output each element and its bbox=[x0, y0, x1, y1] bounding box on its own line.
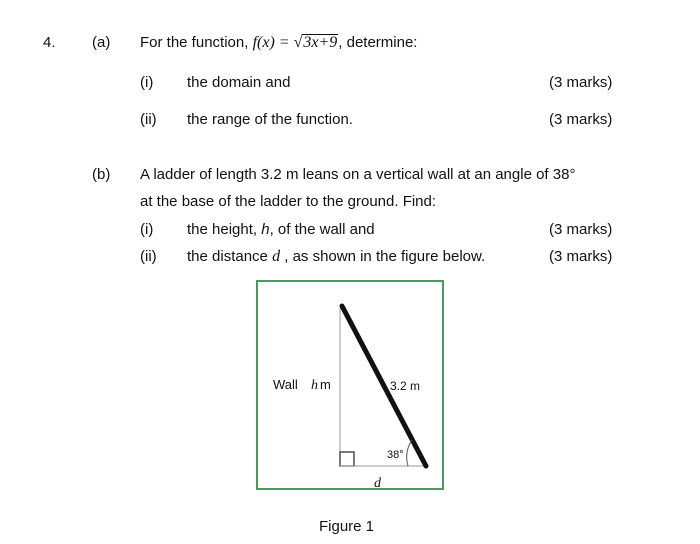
part-b-ii-text bbox=[187, 248, 485, 266]
part-a-i-text: the domain and bbox=[187, 74, 291, 91]
height-variable: h bbox=[261, 221, 270, 238]
wall-height-variable: h bbox=[311, 378, 318, 393]
figure-caption: Figure 1 bbox=[319, 518, 375, 535]
distance-label: d bbox=[374, 476, 381, 490]
part-b-i-label: (i) bbox=[140, 221, 154, 238]
distance-variable: d bbox=[272, 248, 281, 265]
part-b-ii-text-post: , as shown in the figure below. bbox=[280, 248, 486, 265]
part-b-ii-marks: (3 marks) bbox=[549, 248, 613, 265]
radicand: 3x+9 bbox=[303, 34, 338, 51]
part-a-ii-label: (ii) bbox=[140, 111, 157, 128]
part-a-ii-marks: (3 marks) bbox=[549, 111, 613, 128]
part-b-i-text-post: , of the wall and bbox=[269, 221, 375, 238]
ladder-length-label: 3.2 m bbox=[390, 379, 421, 393]
part-b-ii-label: (ii) bbox=[140, 248, 157, 265]
part-a-label: (a) bbox=[92, 34, 111, 51]
part-a-prompt-post: , determine: bbox=[338, 34, 418, 51]
angle-label: 38° bbox=[387, 449, 404, 461]
part-b-ii-text-pre: the distance bbox=[187, 248, 273, 265]
part-b-i-text bbox=[187, 221, 375, 239]
function-expression bbox=[253, 34, 339, 51]
part-a-prompt-pre: For the function, bbox=[140, 34, 249, 51]
part-b-i-marks: (3 marks) bbox=[549, 221, 613, 238]
sqrt-sign: √ bbox=[293, 34, 303, 51]
function-name: f(x) = bbox=[252, 34, 294, 51]
part-a-i-label: (i) bbox=[140, 74, 154, 91]
part-b-line1: A ladder of length 3.2 m leans on a vertical wall at an angle of 38° bbox=[140, 166, 576, 183]
ladder-figure bbox=[256, 280, 444, 490]
part-a-i-marks: (3 marks) bbox=[549, 74, 613, 91]
part-b-i-text-pre: the height, bbox=[187, 221, 262, 238]
wall-height-unit: m bbox=[320, 377, 331, 392]
part-a-ii-text: the range of the function. bbox=[187, 111, 353, 128]
part-b-line2: at the base of the ladder to the ground. Find: bbox=[140, 193, 437, 210]
wall-label: Wall bbox=[273, 377, 298, 392]
question-number: 4. bbox=[43, 34, 56, 51]
part-b-label: (b) bbox=[92, 166, 111, 183]
part-a-prompt bbox=[140, 34, 417, 52]
